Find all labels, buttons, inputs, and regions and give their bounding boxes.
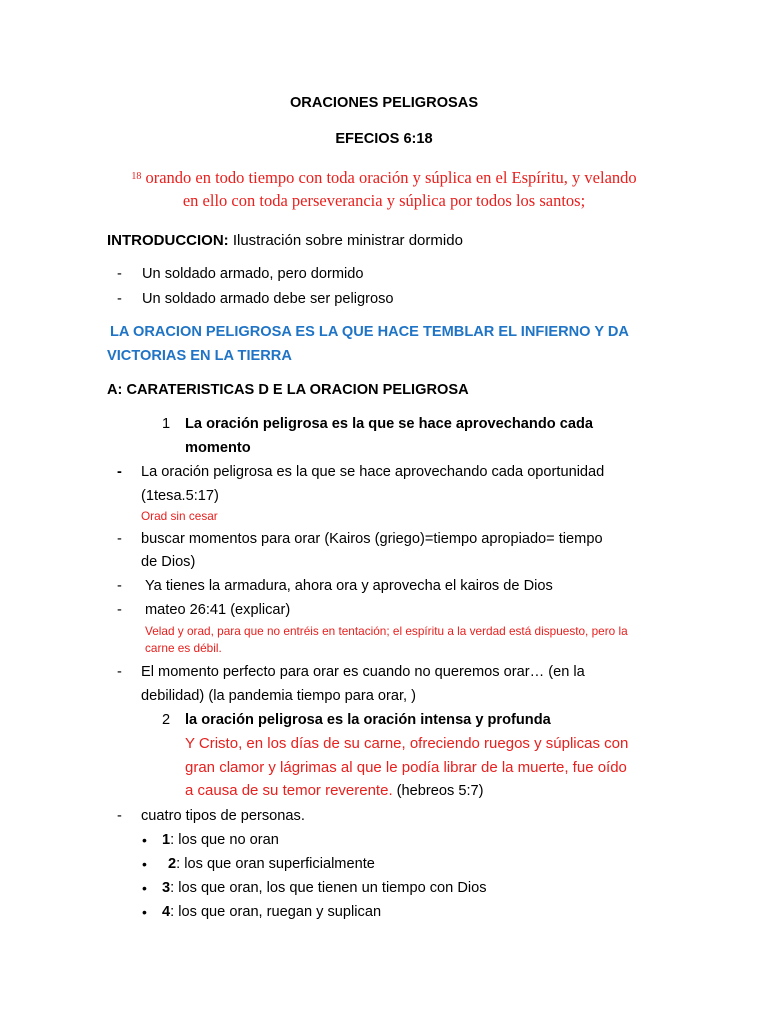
dash-marker: - — [117, 266, 122, 282]
point-1-title-line-2: momento — [185, 440, 251, 456]
point-1-title-line-1: La oración peligrosa es la que se hace aprovechando cada — [185, 416, 593, 432]
intro-line — [107, 232, 463, 250]
type-text: : los que no oran — [170, 832, 279, 848]
dash-marker: - — [117, 664, 122, 680]
type-number: 3 — [162, 880, 171, 896]
intro-text: Ilustración sobre ministrar dormido — [228, 232, 463, 249]
type-text: : los que oran, los que tienen un tiempo con Dios — [170, 880, 487, 896]
point-2-title: la oración peligrosa es la oración intensa y profunda — [185, 712, 551, 728]
type-item-1 — [162, 831, 279, 849]
point-2-quote-line-2: gran clamor y lágrimas al que le podía librar de la muerte, fue oído — [185, 759, 627, 776]
p1-item-5-line-1: El momento perfecto para orar es cuando no queremos orar… (en la — [141, 664, 585, 680]
dash-marker: - — [117, 531, 122, 547]
p1-item-5-line-2: debilidad) (la pandemia tiempo para orar, ) — [141, 688, 417, 704]
p1-item-3: Ya tienes la armadura, ahora ora y aprovecha el kairos de Dios — [145, 578, 553, 594]
dash-marker: - — [117, 291, 122, 307]
section-a-heading: A: CARATERISTICAS D E LA ORACION PELIGROSA — [107, 382, 469, 398]
blue-heading-line-2: VICTORIAS EN LA TIERRA — [107, 348, 292, 364]
document-title: ORACIONES PELIGROSAS — [289, 95, 479, 111]
type-item-3 — [162, 879, 487, 897]
p1-item-2-line-1: buscar momentos para orar (Kairos (griego)=tiempo apropiado= tiempo — [141, 531, 603, 547]
verse-text-1: orando en todo tiempo con toda oración y súplica en el Espíritu, y velando — [145, 168, 637, 187]
verse-line-2: en ello con toda perseverancia y súplica por todos los santos; — [182, 191, 586, 210]
dash-marker: - — [117, 578, 122, 594]
intro-label: INTRODUCCION: — [107, 232, 229, 249]
type-text: : los que oran superficialmente — [176, 856, 375, 872]
intro-item-1: Un soldado armado, pero dormido — [142, 266, 364, 282]
dash-marker: - — [117, 464, 122, 480]
p1-item-1-line-2: (1tesa.5:17) — [141, 488, 219, 504]
p1-item-2-line-2: de Dios) — [141, 554, 196, 570]
bullet-marker: • — [142, 904, 147, 920]
verse-number: 18 — [131, 171, 142, 182]
type-text: : los que oran, ruegan y suplican — [170, 904, 382, 920]
scripture-reference: EFECIOS 6:18 — [335, 131, 433, 147]
bullet-marker: • — [142, 856, 147, 872]
dash-marker: - — [117, 808, 122, 824]
p1-item-4-note-line-1: Velad y orad, para que no entréis en tentación; el espíritu a la verdad está dispuesto, pero la — [145, 624, 628, 638]
bullet-marker: • — [142, 832, 147, 848]
point-2-quote-end: a causa de su temor reverente. — [185, 782, 393, 799]
point-2-quote-line-3 — [185, 782, 483, 800]
type-item-2 — [168, 855, 375, 873]
verse-line-1 — [0, 167, 768, 189]
p1-item-4: mateo 26:41 (explicar) — [145, 602, 291, 618]
blue-heading-line-1: LA ORACION PELIGROSA ES LA QUE HACE TEMBLAR EL INFIERNO Y DA — [110, 324, 629, 340]
dash-marker: - — [117, 602, 122, 618]
p1-item-1-line-1: La oración peligrosa es la que se hace aprovechando cada oportunidad — [141, 464, 605, 480]
point-2-quote-line-1: Y Cristo, en los días de su carne, ofreciendo ruegos y súplicas con — [185, 735, 629, 752]
type-number: 2 — [168, 856, 177, 872]
type-number: 4 — [162, 904, 171, 920]
p1-item-4-note-line-2: carne es débil. — [145, 641, 222, 655]
point-2-reference: (hebreos 5:7) — [392, 783, 484, 799]
p2-item-1: cuatro tipos de personas. — [141, 808, 305, 824]
p1-item-1-note: Orad sin cesar — [141, 509, 218, 523]
point-2-number: 2 — [162, 712, 171, 728]
type-number: 1 — [162, 832, 171, 848]
point-1-number: 1 — [162, 416, 171, 432]
bullet-marker: • — [142, 880, 147, 896]
intro-item-2: Un soldado armado debe ser peligroso — [142, 291, 394, 307]
type-item-4 — [162, 903, 381, 921]
